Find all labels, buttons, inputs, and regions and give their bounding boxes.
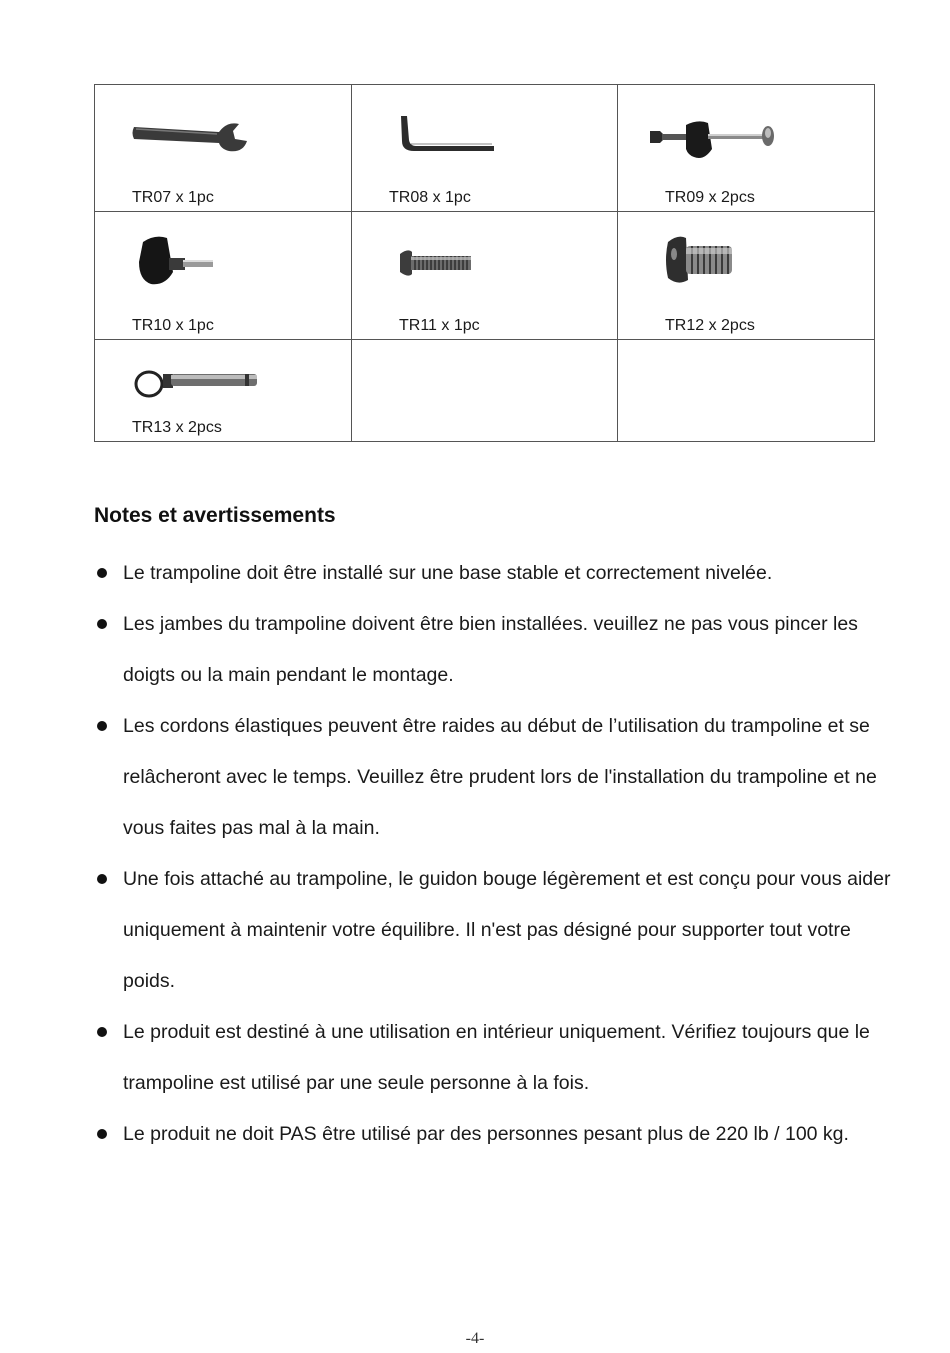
note-item: [94, 854, 894, 1007]
note-item: [94, 1109, 894, 1160]
note-text: Les cordons élastiques peuvent être raides au début de l’utilisation du trampoline et se relâcheront avec le temps. Veuillez être prudent lors de l'installation du trampoline et ne vous faites pas mal à la main.: [123, 715, 877, 839]
part-cell-tr12: [618, 212, 875, 340]
part-label: TR09 x 2pcs: [665, 189, 755, 206]
parts-table: [94, 84, 875, 442]
part-cell-tr13: [95, 340, 352, 442]
bullet-icon: [97, 619, 107, 629]
note-text: Le produit ne doit PAS être utilisé par des personnes pesant plus de 220 lb / 100 kg.: [123, 1123, 849, 1145]
page-number: -4-: [465, 1330, 485, 1347]
part-cell-tr09: [618, 85, 875, 212]
bullet-icon: [97, 721, 107, 731]
part-label: TR08 x 1pc: [389, 189, 471, 206]
parts-row: [95, 212, 875, 340]
note-text: Une fois attaché au trampoline, le guidon bouge légèrement et est conçu pour vous aider uniquement à maintenir votre équilibre. Il n'est pas désigné pour supporter tout votre poids.: [123, 868, 891, 992]
part-cell-tr08: [352, 85, 618, 212]
parts-row: [95, 85, 875, 212]
long-screw-icon: [396, 246, 476, 280]
part-cell-empty: [618, 340, 875, 442]
note-item: [94, 599, 894, 701]
part-label: TR10 x 1pc: [132, 317, 214, 334]
note-item: [94, 701, 894, 854]
short-screw-icon: [662, 232, 742, 288]
part-label: TR13 x 2pcs: [132, 419, 222, 436]
bullet-icon: [97, 568, 107, 578]
notes-list: [94, 548, 894, 1160]
allen-key-icon: [396, 113, 498, 155]
notes-heading: Notes et avertissements: [94, 504, 336, 527]
part-cell-tr10: [95, 212, 352, 340]
bullet-icon: [97, 1027, 107, 1037]
part-cell-tr07: [95, 85, 352, 212]
bolt-with-knob-icon: [648, 119, 780, 163]
wrench-icon: [131, 115, 251, 159]
knob-screw-icon: [135, 232, 219, 292]
part-label: TR07 x 1pc: [132, 189, 214, 206]
part-cell-tr11: [352, 212, 618, 340]
note-text: Les jambes du trampoline doivent être bien installées. veuillez ne pas vous pincer les doigts ou la main pendant le montage.: [123, 613, 858, 686]
note-item: [94, 1007, 894, 1109]
part-label: TR12 x 2pcs: [665, 317, 755, 334]
parts-row: [95, 340, 875, 442]
ring-pin-icon: [133, 362, 265, 402]
bullet-icon: [97, 874, 107, 884]
part-label: TR11 x 1pc: [399, 317, 480, 334]
bullet-icon: [97, 1129, 107, 1139]
part-cell-empty: [352, 340, 618, 442]
note-text: Le produit est destiné à une utilisation en intérieur uniquement. Vérifiez toujours que le trampoline est utilisé par une seule personne à la fois.: [123, 1021, 870, 1094]
note-text: Le trampoline doit être installé sur une base stable et correctement nivelée.: [123, 562, 773, 584]
note-item: [94, 548, 894, 599]
